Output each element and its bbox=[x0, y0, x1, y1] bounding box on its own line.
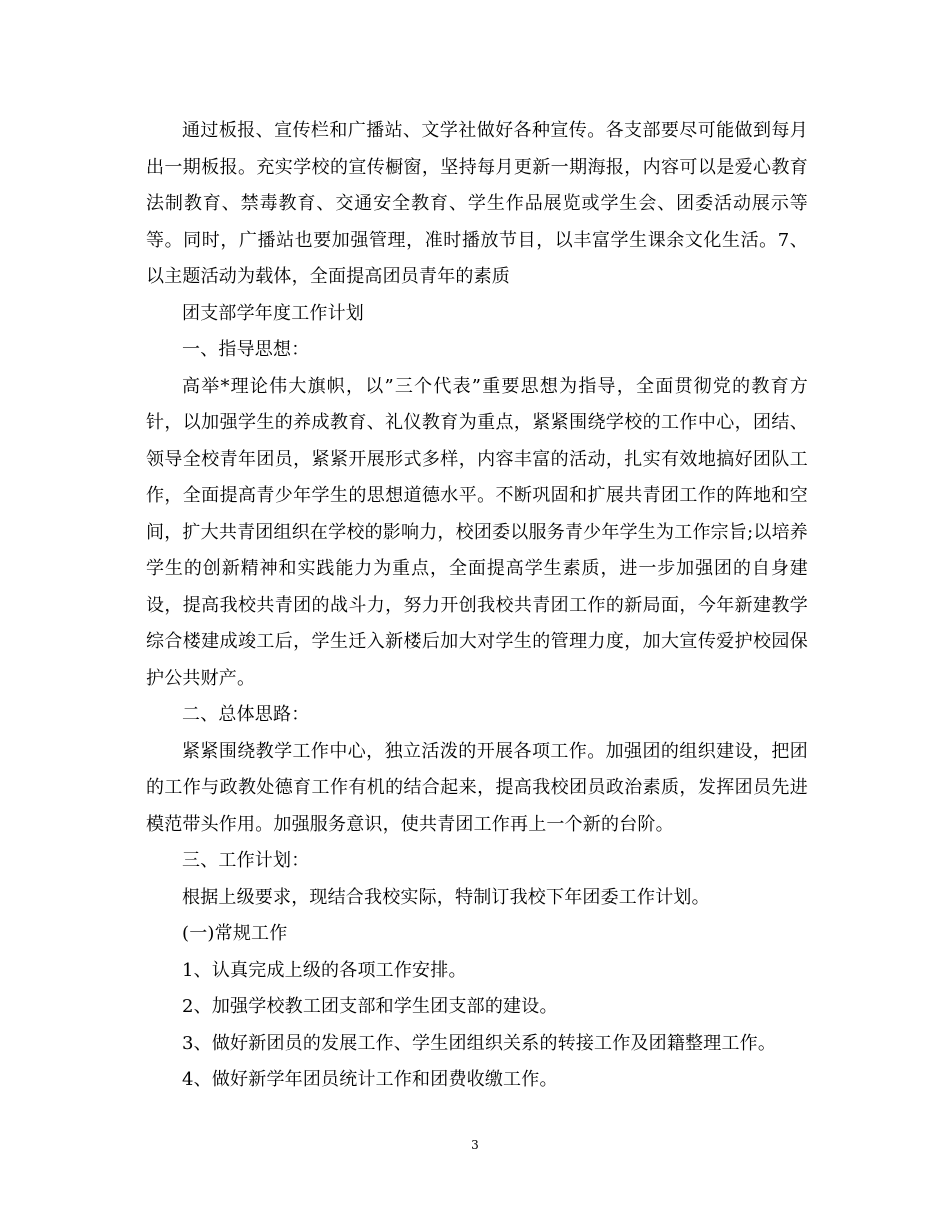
page-number: 3 bbox=[471, 1138, 479, 1152]
paragraph-guiding-ideology: 高举*理论伟大旗帜，以”三个代表”重要思想为指导，全面贯彻党的教育方针，以加强学生的养成教育、礼仪教育为重点，紧紧围绕学校的工作中心，团结、领导全校青年团员，紧紧开展形式多样，内容丰富的活动，扎实有效地搞好团队工作，全面提高青少年学生的思想道德水平。不断巩固和扩展共青团工作的阵地和空间，扩大共青团组织在学校的影响力，校团委以服务青少年学生为工作宗旨;以培养学生的创新精神和实践能力为重点，全面提高学生素质，进一步加强团的自身建设，提高我校共青团的战斗力，努力开创我校共青团工作的新局面，今年新建教学综合楼建成竣工后，学生迁入新楼后加大对学生的管理力度，加大宣传爱护校园保护公共财产。 bbox=[146, 375, 808, 689]
document-body bbox=[146, 113, 808, 1099]
heading-overall-approach: 二、总体思路： bbox=[182, 704, 310, 725]
list-item-4: 4、做好新学年团员统计工作和团费收缴工作。 bbox=[182, 1069, 558, 1090]
subheading-routine-work: (一)常规工作 bbox=[182, 923, 288, 944]
list-item-3: 3、做好新团员的发展工作、学生团组织关系的转接工作及团籍整理工作。 bbox=[182, 1032, 777, 1054]
heading-guiding-ideology: 一、指导思想： bbox=[182, 339, 310, 360]
section-title: 团支部学年度工作计划 bbox=[182, 302, 364, 324]
list-item-1: 1、认真完成上级的各项工作安排。 bbox=[182, 959, 467, 981]
paragraph-work-plan-intro: 根据上级要求，现结合我校实际，特制订我校下年团委工作计划。 bbox=[182, 886, 710, 908]
list-item-2: 2、加强学校教工团支部和学生团支部的建设。 bbox=[182, 996, 558, 1017]
paragraph-overall-approach: 紧紧围绕教学工作中心，独立活泼的开展各项工作。加强团的组织建设，把团的工作与政教处德育工作有机的结合起来，提高我校团员政治素质，发挥团员先进模范带头作用。加强服务意识，使共青团工作再上一个新的台阶。 bbox=[146, 740, 808, 835]
paragraph-publicity: 通过板报、宣传栏和广播站、文学社做好各种宣传。各支部要尽可能做到每月出一期板报。充实学校的宣传橱窗，坚持每月更新一期海报，内容可以是爱心教育法制教育、禁毒教育、交通安全教育、学生作品展览或学生会、团委活动展示等等。同时，广播站也要加强管理，准时播放节目，以丰富学生课余文化生活。7、以主题活动为载体，全面提高团员青年的素质 bbox=[146, 120, 808, 287]
heading-work-plan: 三、工作计划： bbox=[182, 850, 310, 871]
